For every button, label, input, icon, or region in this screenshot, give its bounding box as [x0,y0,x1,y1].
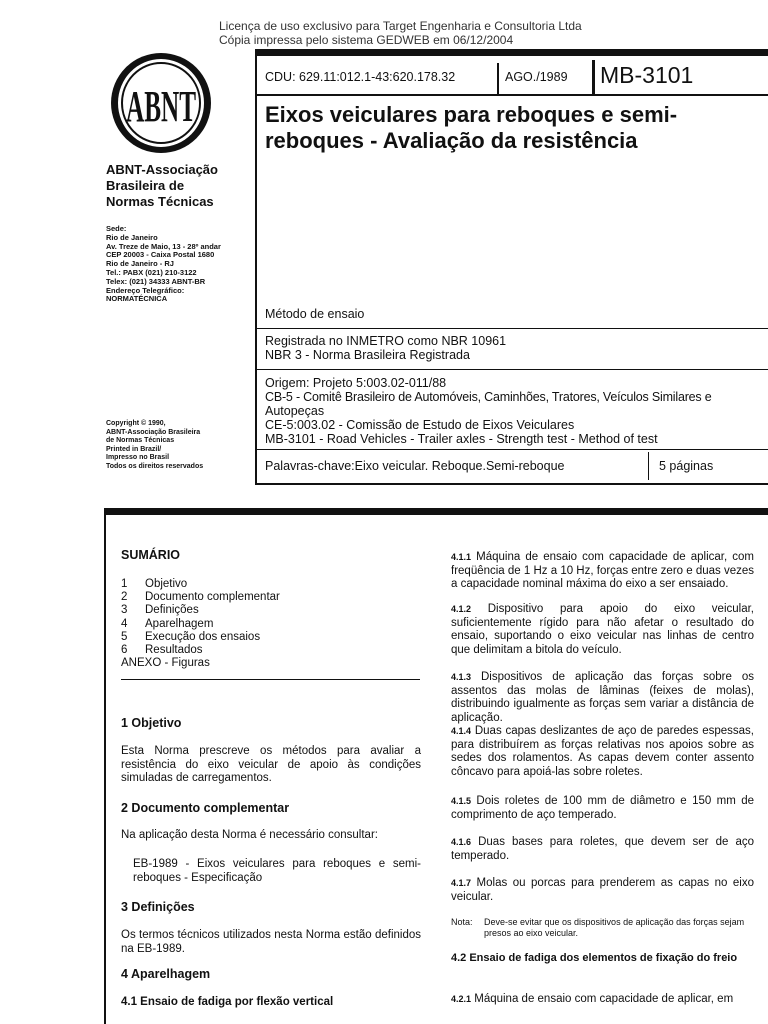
header-rule [257,369,768,370]
paragraph-text: Máquina de ensaio com capacidade de aplicar, com freqüência de 1 Hz a 10 Hz, forças entre zero e duas vezes a capacidade nominal máxima do eixo a ser ensaiado. [451,551,754,590]
section-4-heading: 4 Aparelhagem [121,967,211,981]
summary-item-label: Resultados [145,644,203,657]
origin-line: Autopeças [265,404,325,418]
paragraph-4-1-4 [451,725,754,779]
origin-line: CB-5 - Comitê Brasileiro de Automóveis, Caminhões, Tratores, Veículos Similares e [265,390,712,404]
summary-item-label: Objetivo [145,578,188,590]
paragraph-4-1-7 [451,877,754,904]
header-rule [257,328,768,329]
header-top-rule [255,49,768,56]
copyright-notice [106,420,266,471]
summary-annex: ANEXO - Figuras [121,657,210,670]
document-title [265,102,765,154]
summary-heading: SUMÁRIO [121,548,181,562]
summary-item-number: 2 [121,591,128,604]
address-line: NORMATÉCNICA [106,294,168,304]
address-line: Telex: (021) 34333 ABNT-BR [106,276,206,286]
copyright-line: Copyright © 1990, [106,420,166,427]
paragraph-text: Dois roletes de 100 mm de diâmetro e 150 mm de comprimento de aço temperado. [451,795,754,821]
section-3-heading: 3 Definições [121,900,195,914]
org-name-line: ABNT-Associação [106,162,218,177]
copyright-line: Impresso no Brasil [106,454,170,461]
registration-info [265,334,506,362]
paragraph-number: 4.1.4 [451,726,472,736]
header-bottom-rule [257,483,768,485]
section-2-text: Na aplicação desta Norma é necessário consultar: [121,829,378,841]
section-4-2-heading: 4.2 Ensaio de fadiga dos elementos de fixação do freio [451,952,738,964]
standard-code: MB-3101 [600,62,694,88]
summary-item [121,618,421,631]
origin-line: Origem: Projeto 5:003.02-011/88 [265,376,447,390]
registration-line: Registrada no INMETRO como NBR 10961 [265,334,507,348]
section-3-text: Os termos técnicos utilizados nesta Norma estão definidos na EB-1989. [121,929,421,955]
summary-item-number: 5 [121,630,128,643]
origin-info [265,376,765,446]
paragraph-4-1-1 [451,551,754,592]
copyright-line: de Normas Técnicas [106,437,175,444]
document-type: Método de ensaio [265,307,365,321]
paragraph-number: 4.1.5 [451,796,472,806]
abnt-logo [109,51,213,155]
address-line: CEP 20003 - Caixa Postal 1680 [106,250,215,260]
cdu-code: CDU: 629.11:012.1-43:620.178.32 [265,70,456,84]
address-line: Sede: [106,224,127,233]
org-address [106,225,266,304]
paragraph-4-1-3 [451,671,754,725]
section-1-text: Esta Norma prescreve os métodos para avaliar a resistência do eixo veicular de apoio às condições simuladas de carregamentos. [121,745,421,784]
summary-item-number: 3 [121,604,128,617]
header-rule [257,94,768,96]
summary-item-label: Aparelhagem [145,617,214,630]
publication-date: AGO./1989 [505,70,568,84]
paragraph-text: Máquina de ensaio com capacidade de aplicar, em [474,993,734,1005]
paragraph-number: 4.2.1 [451,994,472,1004]
paragraph-text: Dispositivos de aplicação das forças sobre os assentos das molas de lâminas (feixes de molas), distribuindo igualmente as forças sem variar a distância de aplicação. [451,671,754,724]
org-name-line: Normas Técnicas [106,194,214,209]
header-divider [648,452,649,480]
paragraph-4-1-5 [451,795,754,822]
summary-item-label: Documento complementar [145,591,280,604]
paragraph-4-1-6 [451,836,754,863]
summary-item [121,578,421,591]
paragraph-text: Duas capas deslizantes de aço de paredes espessas, para distribuírem as forças relativas nos apoios sobre as sedes dos rolamentos. As capas devem conter assento côncavo para apoiá-las sobre roletes. [451,725,754,778]
summary-separator [121,679,420,680]
license-line-1: Licença de uso exclusivo para Target Engenharia e Consultoria Ltda [219,19,582,33]
title-line: reboques - Avaliação da resistência [265,128,638,153]
body-top-rule [104,508,768,515]
copyright-line: Printed in Brazil/ [106,445,162,453]
paragraph-text: Molas ou porcas para prenderem as capas no eixo veicular. [451,877,754,903]
note-text: Deve-se evitar que os dispositivos de aplicação das forças sejam presos ao eixo veicular. [484,917,745,938]
header-left-rule [255,49,257,485]
paragraph-4-1-2 [451,603,754,657]
summary-item [121,631,421,644]
summary-item [121,591,421,604]
address-line: Rio de Janeiro [106,232,158,242]
section-1-heading: 1 Objetivo [121,716,182,730]
copyright-line: ABNT-Associação Brasileira [106,428,201,436]
address-line: Tel.: PABX (021) 210-3122 [106,267,197,277]
header-divider [497,63,499,95]
paragraph-text: Dispositivo para apoio do eixo veicular, suficientemente rígido para não afetar o resultado do ensaio, suportando o eixo veicular nas linhas de centro que delimitam a bitola do veículo. [451,603,754,656]
section-4-1-heading: 4.1 Ensaio de fadiga por flexão vertical [121,996,334,1008]
summary-item-label: Execução dos ensaios [145,630,261,643]
summary-item [121,644,421,657]
paragraph-number: 4.1.6 [451,837,472,847]
license-line-2: Cópia impressa pelo sistema GEDWEB em 06/12/2004 [219,33,514,47]
header-divider [592,60,595,96]
paragraph-number: 4.1.2 [451,604,472,614]
paragraph-number: 4.1.1 [451,552,472,562]
note [451,917,754,938]
org-name [106,162,256,210]
section-2-reference: EB-1989 - Eixos veiculares para reboques e semi-reboques - Especificação [133,858,421,884]
summary-item-number: 4 [121,617,128,630]
copyright-line: Todos os direitos reservados [106,462,204,470]
registration-line: NBR 3 - Norma Brasileira Registrada [265,348,470,362]
summary-item-number: 1 [121,578,128,590]
page-count: 5 páginas [659,459,714,473]
address-line: Rio de Janeiro - RJ [106,259,174,269]
paragraph-text: Duas bases para roletes, que devem ser de aço temperado. [451,836,754,862]
address-line: Av. Treze de Maio, 13 - 28º andar [106,241,221,251]
license-notice [219,19,582,47]
title-line: Eixos veiculares para reboques e semi- [265,102,678,127]
summary-item-number: 6 [121,644,128,657]
section-2-heading: 2 Documento complementar [121,801,290,815]
org-name-line: Brasileira de [106,178,185,193]
paragraph-number: 4.1.7 [451,878,472,888]
paragraph-number: 4.1.3 [451,672,472,682]
summary-list [121,578,421,670]
logo-text: ABNT [126,82,196,131]
note-label: Nota: [451,917,473,927]
summary-item-label: Definições [145,604,199,617]
origin-line: CE-5:003.02 - Comissão de Estudo de Eixos Veiculares [265,418,575,432]
body-left-rule [104,508,106,1024]
address-line: Endereço Telegráfico: [106,285,185,295]
summary-item [121,604,421,617]
header-rule [257,449,768,450]
origin-line: MB-3101 - Road Vehicles - Trailer axles - Strength test - Method of test [265,432,658,446]
keywords: Palavras-chave:Eixo veicular. Reboque.Semi-reboque [265,459,565,473]
paragraph-4-2-1 [451,993,754,1007]
